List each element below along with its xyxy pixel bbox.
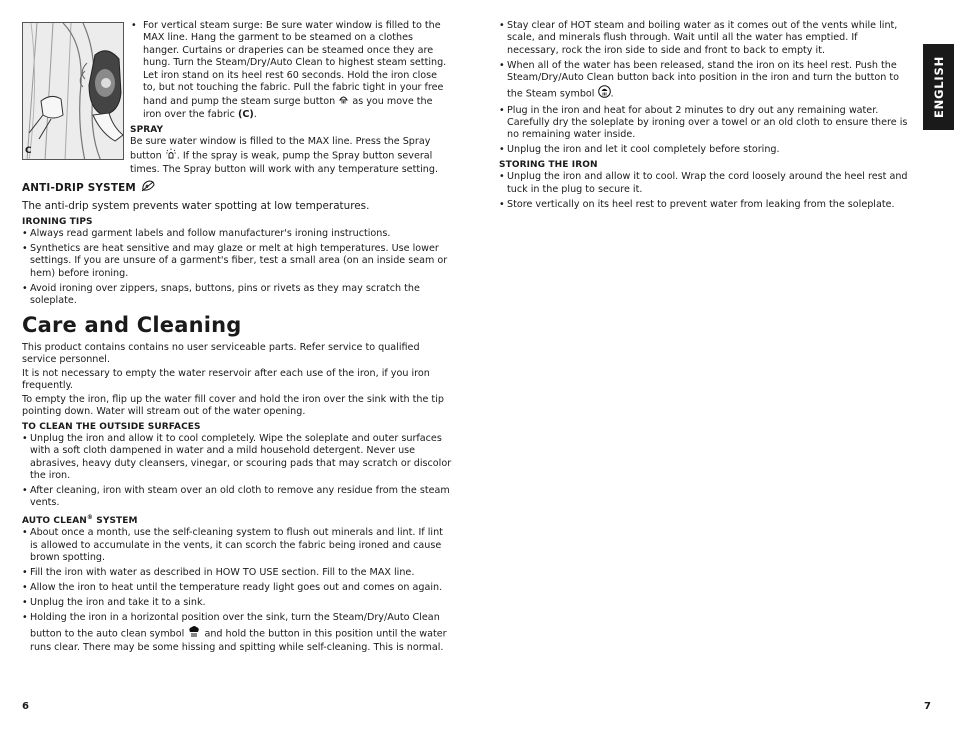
list-item: • Unplug the iron and allow it to cool completely. Wipe the soleplate and outer surfaces with a soft cloth dampened in water and a mild household detergent. Never use abrasives, heavy duty cleansers, vinegar, or scouring pads that may scratch or discolor the iron.	[22, 433, 452, 483]
list-item: • Fill the iron with water as described in HOW TO USE section. Fill to the MAX line.	[22, 567, 452, 579]
list-item: • About once a month, use the self-cleaning system to flush out minerals and lint. If lint is allowed to accumulate in the vents, it can scorch the fabric being ironed and cause brown spotting.	[22, 527, 452, 564]
steam-surge-text-1: For vertical steam surge: Be sure water window is filled to the MAX line. Hang the garment to be steamed on a clothes hanger. Curtains or draperies can be steamed once they are hung. Turn the Steam/Dry/Auto Clean to highest steam setting. Let iron stand on its heel rest 60 seconds. Hold the iron close to, but not touching the fabric. Pull the fabric tight in your free hand and pump the steam surge button	[143, 20, 447, 108]
steam-symbol-text: When all of the water has been released, stand the iron on its heel rest. Push the Steam/Dry/Auto Clean button back into position in the iron and turn the button to the Steam symbol	[507, 59, 900, 100]
anti-drip-text: The anti-drip system prevents water spotting at low temperatures.	[22, 200, 370, 212]
steam-surge-bullet	[130, 20, 452, 121]
auto-clean-last-text-2: and hold the button in this position until the water runs clear. There may be some hissing and spitting while self-cleaning. This is normal.	[30, 628, 447, 654]
illustration-drawing	[23, 23, 124, 160]
list-item: • Stay clear of HOT steam and boiling water as it comes out of the vents while lint, scale, and minerals flush through. Wait until all the water has emptied. If necessary, rock the iron side to side and front to back to empty it.	[499, 20, 911, 57]
auto-clean-heading-text: AUTO CLEAN	[22, 516, 87, 527]
anti-drip-heading-text: ANTI-DRIP SYSTEM	[22, 181, 136, 194]
care-and-cleaning-heading: Care and Cleaning	[22, 312, 242, 337]
auto-clean-heading-suffix: SYSTEM	[93, 516, 138, 527]
care-paragraph: To empty the iron, flip up the water fill cover and hold the iron over the sink with the tip pointing down. Water will stream out of the water opening.	[22, 394, 444, 418]
right-page	[499, 20, 911, 214]
list-item: • After cleaning, iron with steam over an old cloth to remove any residue from the steam vents.	[22, 485, 452, 510]
ironing-tips-heading: IRONING TIPS	[22, 217, 93, 227]
figure-reference: (C)	[237, 109, 254, 121]
steam-surge-text-2: as you move the iron over the fabric	[143, 96, 433, 121]
list-item	[499, 60, 911, 102]
registered-mark: ®	[86, 514, 94, 522]
language-tab-label: ENGLISH	[931, 55, 946, 119]
list-item: • Unplug the iron and let it cool completely before storing.	[499, 144, 911, 156]
steam-symbol-period: .	[610, 88, 614, 100]
list-item: • Avoid ironing over zippers, snaps, buttons, pins or rivets as they may scratch the soleplate.	[22, 283, 452, 308]
figure-letter: C	[25, 145, 32, 156]
outside-surfaces-heading: TO CLEAN THE OUTSIDE SURFACES	[22, 421, 201, 432]
steam-ironing-illustration	[22, 22, 124, 160]
spray-icon	[165, 148, 177, 163]
outside-surfaces-section	[22, 421, 452, 510]
anti-drip-heading	[22, 179, 452, 197]
care-paragraph: This product contains contains no user serviceable parts. Refer service to qualified service personnel.	[22, 341, 420, 366]
left-page	[22, 20, 452, 657]
page-number-right: 7	[924, 701, 931, 712]
storing-heading: STORING THE IRON	[499, 160, 598, 171]
steam-surge-icon	[338, 94, 349, 108]
anti-drip-section	[22, 179, 452, 213]
spray-text	[130, 136, 452, 176]
list-item: • Unplug the iron and take it to a sink.	[22, 597, 452, 609]
steam-surge-section	[22, 20, 452, 175]
auto-clean-icon	[187, 625, 201, 642]
spray-heading: SPRAY	[130, 125, 164, 136]
spray-text-2: . If the spray is weak, pump the Spray button several times. The Spray button will work with any temperature setting.	[130, 151, 438, 175]
page-number-left: 6	[22, 701, 29, 712]
steam-surge-period: .	[253, 109, 257, 121]
language-tab	[923, 44, 954, 130]
auto-clean-section	[22, 512, 452, 654]
care-paragraph: It is not necessary to empty the water reservoir after each use of the iron, if you iron frequently.	[22, 367, 430, 392]
steam-surge-text	[130, 20, 452, 176]
spray-text-1: Be sure water window is filled to the MAX line. Press the Spray button	[130, 136, 431, 163]
auto-clean-last-text-1: Holding the iron in a horizontal position over the sink, turn the Steam/Dry/Auto Clean button to the auto clean symbol	[30, 612, 440, 640]
list-item: • Store vertically on its heel rest to prevent water from leaking from the soleplate.	[499, 199, 911, 211]
list-item	[22, 612, 452, 654]
auto-clean-heading	[22, 512, 452, 527]
list-item: • Unplug the iron and allow it to cool. Wrap the cord loosely around the heel rest and tuck in the plug to secure it.	[499, 171, 911, 196]
anti-drip-icon	[140, 179, 156, 197]
list-item: • Plug in the iron and heat for about 2 minutes to dry out any remaining water. Carefully dry the soleplate by ironing over a towel or an old cloth to ensure there is no remaining water inside.	[499, 105, 911, 142]
list-item: • Allow the iron to heat until the temperature ready light goes out and comes on again.	[22, 582, 452, 594]
care-intro	[22, 342, 452, 419]
list-item: • Always read garment labels and follow manufacturer's ironing instructions.	[22, 228, 452, 240]
ironing-tips-section	[22, 216, 452, 308]
list-item: • Synthetics are heat sensitive and may glaze or melt at high temperatures. Use lower settings. If you are unsure of a garment's fiber, test a small area (on an inside seam or hem) before ironing.	[22, 243, 452, 280]
steam-symbol-icon	[598, 85, 611, 102]
